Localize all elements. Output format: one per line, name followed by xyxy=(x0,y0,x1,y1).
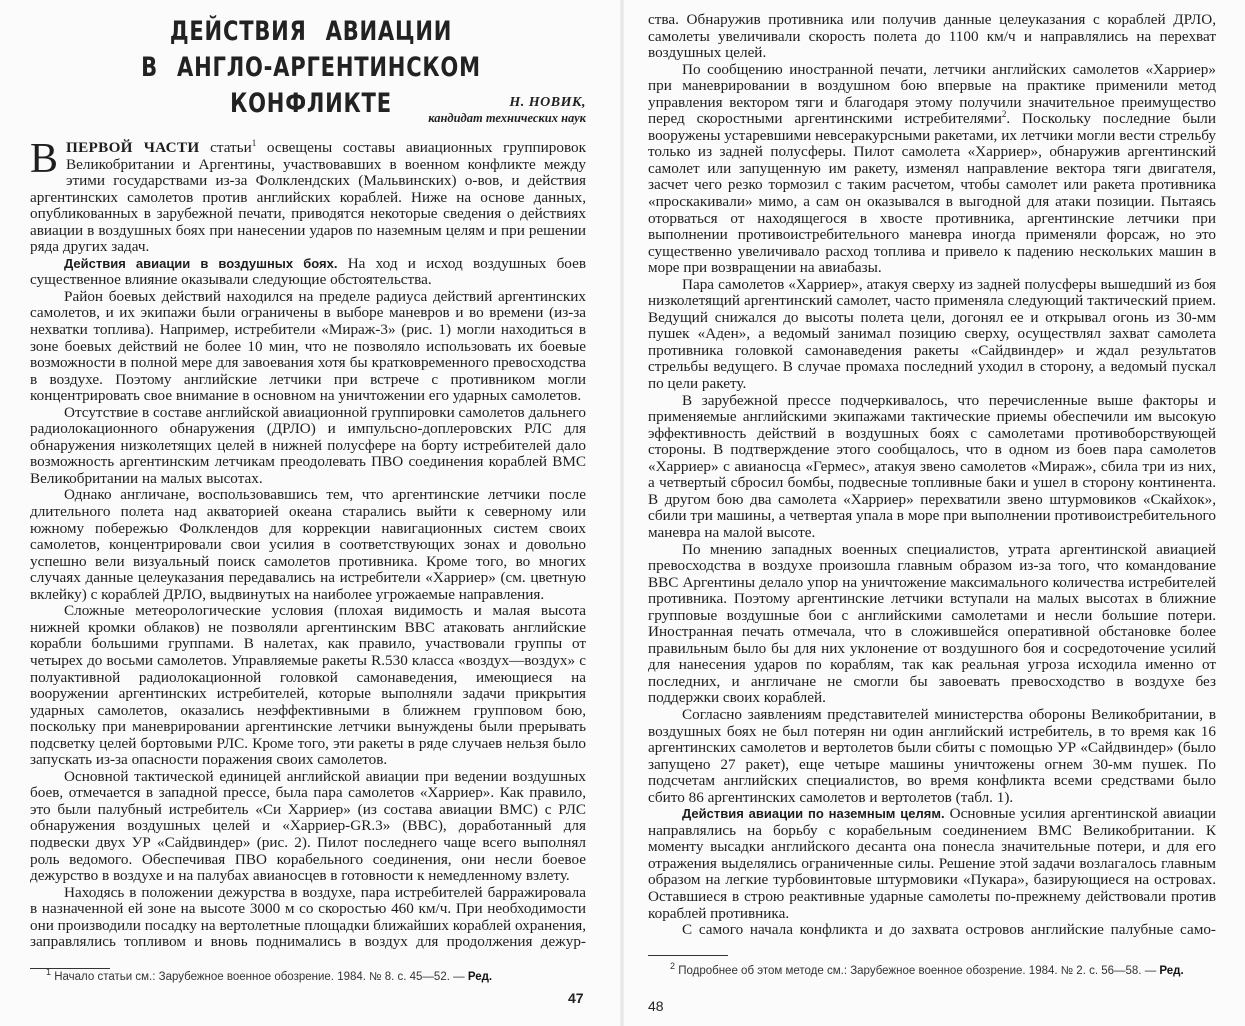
footnote-2 xyxy=(648,961,1208,977)
paragraph: С самого начала конфликта и до захвата островов английские палубные само- xyxy=(682,921,1216,939)
thrust-vector-paragraph xyxy=(648,62,1216,277)
section-air-combat-paragraph xyxy=(30,256,586,289)
section-text: На ход и исход воздушных боев существенное влияние оказывали следующие обстоятельства. xyxy=(30,254,587,289)
author-block xyxy=(428,95,586,126)
footnote-ref-2[interactable]: 2 xyxy=(1001,109,1007,120)
title-line-2: В АНГЛО-АРГЕНТИНСКОМ КОНФЛИКТЕ xyxy=(141,52,481,119)
text-column-left xyxy=(30,136,587,951)
footnote-text: Начало статьи см.: Зарубежное военное обозрение. 1984. № 8. с. 45—52. — xyxy=(51,971,468,983)
intro-text: освещены составы авиационных группировок Великобритании и Аргентины, участвовавших в военном конфликте между этими государствами из-за Фолклендских (Мальвинских) о-вов, и действия аргентинских самолетов против английских кораблей. Ниже на основе данных, опубликованных в зарубежной печати, приводятся некоторые сведения о действиях авиации в воздушных боях при нанесении ударов по наземным целям и при решении ряда других задач. xyxy=(30,139,586,256)
section-heading-air-combat: Действия авиации в воздушных боях. xyxy=(64,255,338,271)
author-name: Н. НОВИК, xyxy=(509,95,586,110)
paragraph-text: По сообщению иностранной печати, летчики английских самолетов «Харриер» при маневрировании в воздушном бою впервые на практике применили метод управления вектором тяги и благодаря этому получили значительное преимущество перед скоростными аргентинскими истребителями xyxy=(648,60,1216,128)
page-number: 47 xyxy=(568,990,584,1006)
author-degree: кандидат технических наук xyxy=(428,111,586,125)
paragraph: Однако англичане, воспользовавшись тем, что аргентинские летчики после длительного полета над акваторией океана старались выйти к северному или южному побережью Фолклендов для коррекции навигационных систем своих самолетов, концентрировали свои усилия в соответствующих зонах и довольно успешно вели визуальный поиск самолетов противника. Кроме того, во многих случаях данные целеуказания передавались на истребители «Харриер» (см. цветную вклейку) с кораблей ДРЛО, выдвинутых на наиболее угрожаемые направления. xyxy=(30,486,586,603)
footnote-mark: 1 xyxy=(46,967,52,978)
lead-caps: ПЕРВОЙ ЧАСТИ xyxy=(66,139,200,156)
text-column-right xyxy=(648,12,1216,939)
footnote-1 xyxy=(46,967,586,983)
paragraph-text: . Поскольку последние были вооружены устаревшими невсеракурсными ракетами, их летчики могли вести стрельбу только из задней полусферы. Пилот самолета «Харриер», обнаружив аргентинский самолет или запущенную им ракету, изменял направление вектора тяги двигателя, засчет чего резко тормозил с таким расчетом, чтобы самолет или ракета противника «проскакивали» мимо, а сам он оказывался в выгодной для атаки позиции. Пытаясь оторваться от находящегося в хвосте противника, аргентинские летчики при выполнении противоистребительного маневра иногда применяли форсаж, но это существенно увеличивало расход топлива и привело к падению нескольких машин в море при возвращении на авиабазы. xyxy=(648,110,1217,277)
footnote-mark: 2 xyxy=(670,961,676,972)
page-number: 48 xyxy=(648,998,664,1014)
paragraph: Пара самолетов «Харриер», атакуя сверху из задней полусферы вышедший из боя низколетящий аргентинский самолет, часто применяла следующий тактический прием. Ведущий снижался до высоты полета цели, догонял ее и открывал огонь из 30-мм пушек «Аден», а ведомый занимал позицию сверху, осуществлял захват самолета противника головкой самонаведения ракеты «Сайдвиндер» и ждал результатов стрельбы ведущего. В случае промаха последний уходил в сторону, а ведомый пускал по цели ракету. xyxy=(648,275,1216,393)
section-ground-targets-paragraph xyxy=(648,806,1216,922)
paragraph: Сложные метеорологические условия (плохая видимость и малая высота нижней кромки облаков) не позволяли аргентинским ВВС атаковать английские корабли большими группами. В налетах, как правило, участвовали группы от четырех до восьми самолетов. Управляемые ракеты R.530 класса «воздух—воздух» с полуактивной радиолокационной головкой самонаведения, имеющиеся на вооружении аргентинских истребителей, которые выполняли задачи прикрытия ударных самолетов, оказались неэффективными в ближнем групповом бою, поскольку при маневрировании аргентинские летчики вынуждены были прерывать подсветку целей бортовыми РЛС. Кроме того, эти ракеты в ряде случаев нельзя было запускать из-за опасности поражения своих самолетов. xyxy=(30,602,586,769)
paragraph: В зарубежной прессе подчеркивалось, что перечисленные выше факторы и применяемые английскими экипажами тактические приемы обеспечили им высокую эффективность действий в воздушных боях с самолетами противоборствующей стороны. В подтверждение этого сообщалось, что в одном из боев пара самолетов «Харриер» с авианосца «Гермес», атакуя звено самолетов «Мираж», сбила три из них, а четвертый сбросил бомбы, подвесные топливные баки и ушел в сторону континента. В другом бою два самолета «Харриер» перехватили звено штурмовиков «Скайхок», сбили три машины, а четвертая упала в море при выполнении противоистребительного маневра на малой высоте. xyxy=(648,391,1216,541)
footnote-text: Подробнее об этом методе см.: Зарубежное военное обозрение. 1984. № 2. с. 56—58. — xyxy=(675,965,1160,977)
footnote-editor: Ред. xyxy=(467,971,493,983)
paragraph: Основной тактической единицей английской авиации при ведении воздушных боев, отмечается в западной прессе, была пара самолетов «Харриер». Как правило, это были палубный истребитель «Си Харриер» (из состава авиации ВМС) с РЛС обнаружения воздушных целей и «Харриер-GR.3» (ВВС), доработанный для подвески двух УР «Сайдвиндер» (рис. 2). Пилот последнего чаще всего выполнял роль ведомого. Обеспечивая ПВО корабельного соединения, они несли боевое дежурство в воздухе и на палубах авианосцев в готовности к немедленному взлету. xyxy=(30,767,586,885)
continuation-paragraph: ства. Обнаружив противника или получив данные целеуказания с кораблей ДРЛО, самолеты увеличивали скорость полета до 1100 км/ч и направлялись на перехват воздушных целей. xyxy=(648,11,1216,62)
paragraph: Находясь в положении дежурства в воздухе, пара истребителей барражировала в назначенной ей зоне на высоте 3000 м со скоростью 460 км/ч. При необходимости они производили посадку на вертолетные площадки ближайших кораблей охранения, заправлялись топливом и вновь поднимались в воздух для продолжения дежур- xyxy=(30,883,586,951)
footnote-ref-1[interactable]: 1 xyxy=(251,137,257,148)
section-text: Основные усилия аргентинской авиации направлялись на борьбу с корабельным соединением ВМС Великобритании. К моменту высадки английского десанта она понесла значительные потери, и для его отражения выделялись ограниченные силы. Решение этой задачи возлагалось главным образом на легкие турбовинтовые штурмовики «Пукара», базирующиеся на островах. Оставшиеся в строю реактивные ударные самолеты по-прежнему действовали против кораблей противника. xyxy=(648,805,1216,922)
title-line-1: ДЕЙСТВИЯ АВИАЦИИ xyxy=(169,16,453,47)
paragraph: Район боевых действий находился на пределе радиуса действий аргентинских самолетов, и их экипажи были ограничены в выборе маневров и во времени (из-за нехватки топлива). Например, истребители «Мираж-3» (рис. 1) могли находиться в зоне боевых действий не более 10 мин, что не позволяло использовать их боевые возможности в полной мере для завоевания хотя бы кратковременного превосходства в воздухе. Поэтому английские летчики при встрече с противником могли концентрировать свое внимание в основном на уничтожении его ударных самолетов. xyxy=(30,287,586,405)
lead-word: статьи xyxy=(199,139,252,156)
footnote-editor: Ред. xyxy=(1159,965,1184,977)
paragraph: Согласно заявлениям представителей министерства обороны Великобритании, в воздушных боях не был потерян ни один английский истребитель, в то время как 16 аргентинских самолетов и вертолетов были сбиты с помощью УР «Сайдвиндер» (было запущено 27 ракет), еще четыре машины уничтожены огнем 30-мм пушек. По подсчетам английских специалистов, во время конфликта всеми средствами было сбито 86 аргентинских самолетов и вертолетов (табл. 1). xyxy=(648,705,1216,806)
section-heading-ground-targets: Действия авиации по наземным целям. xyxy=(682,806,945,822)
paragraph: Отсутствие в составе английской авиационной группировки самолетов дальнего радиолокационного обнаружения (ДРЛО) и импульсно-доплеровских РЛС для обнаружения низколетящих целей в нижней полусфере на борту истребителей дало возможность аргентинским летчикам преодолевать ПВО соединения кораблей ВМС Великобритании на малых высотах. xyxy=(30,403,586,487)
page-48 xyxy=(622,0,1245,1026)
intro-paragraph xyxy=(30,136,586,256)
footnote-divider xyxy=(648,955,728,956)
paragraph: По мнению западных военных специалистов, утрата аргентинской авиацией превосходства в воздухе произошла главным образом из-за того, что командование ВВС Аргентины делало упор на уничтожение максимального количества истребителей противника. Поэтому аргентинские летчики вступали на малых высотах в ближние групповые воздушные бои с английскими самолетами и несли большие потери. Иностранная печать отмечала, что в сложившейся оперативной обстановке более правильным было бы для них уклонение от воздушного боя и сосредоточение усилий для нанесения ударов по кораблям, так как реальная угроза исходила именно от последних, и англичане не смогли бы завоевать превосходство в воздухе без поддержки своих кораблей. xyxy=(648,540,1216,707)
drop-cap: В xyxy=(30,136,59,182)
footnote-divider xyxy=(30,968,110,969)
page-47 xyxy=(0,0,622,1026)
